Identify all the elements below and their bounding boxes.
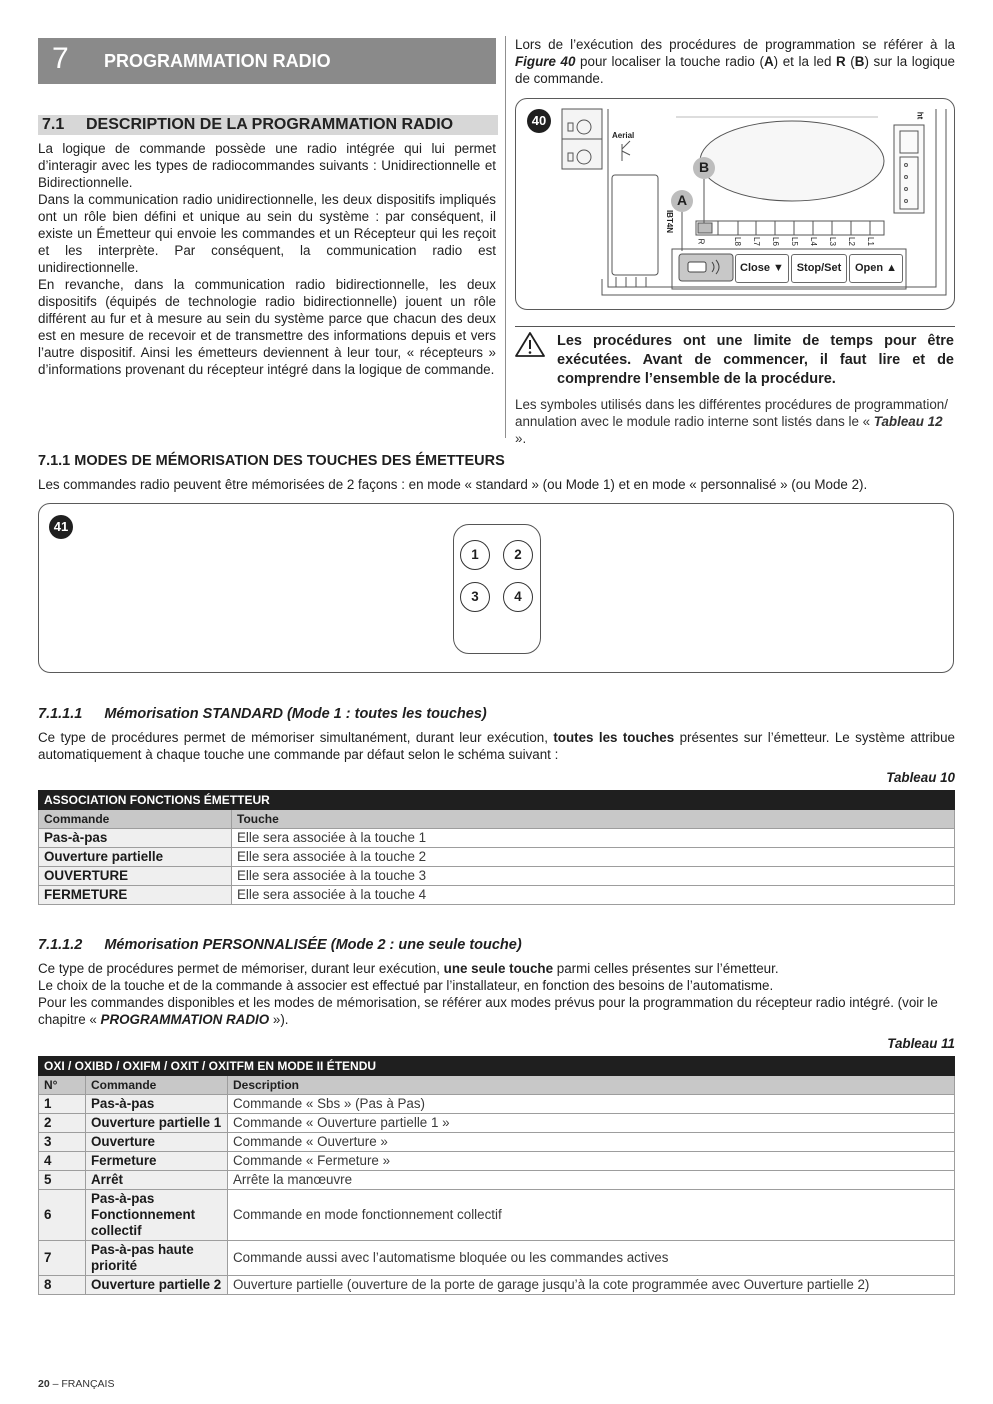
- section-number: 7.1: [42, 116, 65, 133]
- section-7-1-header: [38, 115, 498, 135]
- warning-icon: [515, 331, 545, 357]
- aerial-label: Aerial: [612, 131, 635, 140]
- table-10: [38, 790, 955, 905]
- column-header: Commande: [86, 1076, 228, 1095]
- section-7-1-body: [38, 140, 496, 378]
- table-row: FERMETURE Elle sera associée à la touche 4: [39, 886, 955, 905]
- figure-badge: 40: [527, 109, 551, 133]
- led-label: L5: [789, 237, 799, 246]
- remote-control: [453, 524, 541, 654]
- table-caption: ASSOCIATION FONCTIONS ÉMETTEUR: [39, 791, 955, 810]
- open-button: Open ▲: [849, 254, 903, 283]
- table-row: 2 Ouverture partielle 1 Commande « Ouverture partielle 1 »: [39, 1114, 955, 1133]
- warning-text: Les procédures ont une limite de temps pour être exécutées. Avant de commencer, il faut lire et de comprendre l’ensemble de la procédure.: [557, 333, 954, 387]
- close-button: Close ▼: [735, 254, 789, 283]
- table-row: 1 Pas-à-pas Commande « Sbs » (Pas à Pas): [39, 1095, 955, 1114]
- led-label: L3: [827, 237, 837, 246]
- led-label: L8: [732, 237, 742, 246]
- section-7-1-1-2-title: 7.1.1.2 Mémorisation PERSONNALISÉE (Mode 2 : une seule touche): [38, 937, 522, 953]
- column-divider: [505, 36, 506, 438]
- led-label: L7: [751, 237, 761, 246]
- column-header: Touche: [232, 810, 955, 829]
- section-7-1-1-1-text: Ce type de procédures permet de mémoriser simultanément, durant leur exécution, toutes les touches présentes sur l’émetteur. Le système attribue automatiquement à chaque touche une commande par défaut selon le schéma suivant :: [38, 730, 956, 762]
- table-11-reference: Tableau 11: [887, 1036, 955, 1051]
- section-7-1-1-text: Les commandes radio peuvent être mémorisées de 2 façons : en mode « standard » (ou Mode 1) et en mode « personnalisé » (ou Mode 2).: [38, 477, 868, 492]
- led-label: L2: [846, 237, 856, 246]
- table-10-reference: Tableau 10: [886, 770, 955, 785]
- label-b: B: [698, 159, 710, 175]
- led-label: L4: [808, 237, 818, 246]
- table-row: 8 Ouverture partielle 2 Ouverture partielle (ouverture de la porte de garage jusqu’à la cote programmée avec Ouverture partielle 2): [39, 1276, 955, 1295]
- paragraph: La logique de commande possède une radio intégrée qui lui permet d’interagir avec les types de radiocommandes suivants : Unidirectionnelle et Bidirectionnelle.: [38, 141, 496, 190]
- table-row: 4 Fermeture Commande « Fermeture »: [39, 1152, 955, 1171]
- symbols-note: Les symboles utilisés dans les différentes procédures de programmation/ annulation avec le module radio interne sont listés dans le « Tableau 12 ».: [515, 397, 948, 446]
- section-7-1-1-title: 7.1.1 MODES DE MÉMORISATION DES TOUCHES DES ÉMETTEURS: [38, 453, 505, 469]
- remote-key-4: 4: [503, 582, 533, 612]
- paragraph: En revanche, dans la communication radio bidirectionnelle, les deux dispositifs (équipés de technologie radio bidirectionnelle) jouent un rôle différent au fur et à mesure au sein du système parce que chacun des deux est en mesure de recevoir et de transmettre des informations depuis et vers l’autre dispositif. Ainsi les émetteurs deviennent à leur tour, « récepteurs » d’informations provenant du récepteur intégré dans la logique de commande.: [38, 277, 496, 377]
- table-row: 3 Ouverture Commande « Ouverture »: [39, 1133, 955, 1152]
- section-7-1-1-2-text: Ce type de procédures permet de mémoriser, durant leur exécution, une seule touche parmi celles présentes sur l’émetteur. Le choix de la touche et de la commande à associer est effectué par l’installateur, en fonction des besoins de l’automatisme. Pour les commandes disponibles et les modes de mémorisation, se référer aux modes prévus pour la programmation du récepteur radio intégré. (voir le chapitre « PROGRAMMATION RADIO »).: [38, 961, 938, 1027]
- table-row: 7 Pas-à-pas haute priorité Commande aussi avec l’automatisme bloquée ou les commandes actives: [39, 1241, 955, 1276]
- column-header: N°: [39, 1076, 86, 1095]
- figure-badge: 41: [49, 515, 73, 539]
- page-footer: [38, 1378, 114, 1390]
- led-label: L1: [865, 237, 875, 246]
- figure-40: [515, 98, 955, 310]
- section-7-1-1-1-title: 7.1.1.1 Mémorisation STANDARD (Mode 1 : toutes les touches): [38, 706, 487, 722]
- footer-language: – FRANÇAIS: [49, 1378, 115, 1390]
- table-row: Ouverture partielle Elle sera associée à la touche 2: [39, 848, 955, 867]
- chapter-header: [38, 38, 496, 84]
- led-labels: [730, 237, 890, 249]
- page-number: 20: [38, 1378, 50, 1390]
- column-header: Commande: [39, 810, 232, 829]
- chapter-title: PROGRAMMATION RADIO: [104, 51, 331, 71]
- table-row: 6 Pas-à-pas Fonctionnement collectif Commande en mode fonctionnement collectif: [39, 1190, 955, 1241]
- led-r-label: R: [696, 238, 706, 245]
- warning-rule: [515, 326, 955, 327]
- remote-key-2: 2: [503, 540, 533, 570]
- ibt4n-label: IBT4N: [665, 209, 675, 234]
- figure-41: [38, 503, 954, 673]
- table-row: OUVERTURE Elle sera associée à la touche 3: [39, 867, 955, 886]
- section-title: DESCRIPTION DE LA PROGRAMMATION RADIO: [86, 116, 454, 133]
- chapter-number: 7: [52, 42, 69, 75]
- table-row: Pas-à-pas Elle sera associée à la touche 1: [39, 829, 955, 848]
- stop-set-button: Stop/Set: [791, 254, 847, 283]
- led-label: L6: [770, 237, 780, 246]
- table-row: 5 Arrêt Arrête la manœuvre: [39, 1171, 955, 1190]
- column-header: Description: [228, 1076, 955, 1095]
- figure-reference-text: Lors de l’exécution des procédures de programmation se référer à la Figure 40 pour localiser la touche radio (A) et la led R (B) sur la logique de commande.: [515, 37, 955, 86]
- remote-key-3: 3: [460, 582, 490, 612]
- table-caption: OXI / OXIBD / OXIFM / OXIT / OXITFM EN MODE II ÉTENDU: [39, 1057, 955, 1076]
- paragraph: Dans la communication radio unidirectionnelle, les deux dispositifs impliqués ont un rôle bien défini et unique au sein du système : par conséquent, il existe un Émetteur qui envoie les commandes et un Récepteur qui les reçoit et les interprète. Par conséquent, la communication radio est unidirectionnelle.: [38, 192, 496, 275]
- remote-key-1: 1: [460, 540, 490, 570]
- ht-label: ht: [915, 111, 925, 120]
- table-11: [38, 1056, 955, 1295]
- label-a: A: [676, 192, 688, 208]
